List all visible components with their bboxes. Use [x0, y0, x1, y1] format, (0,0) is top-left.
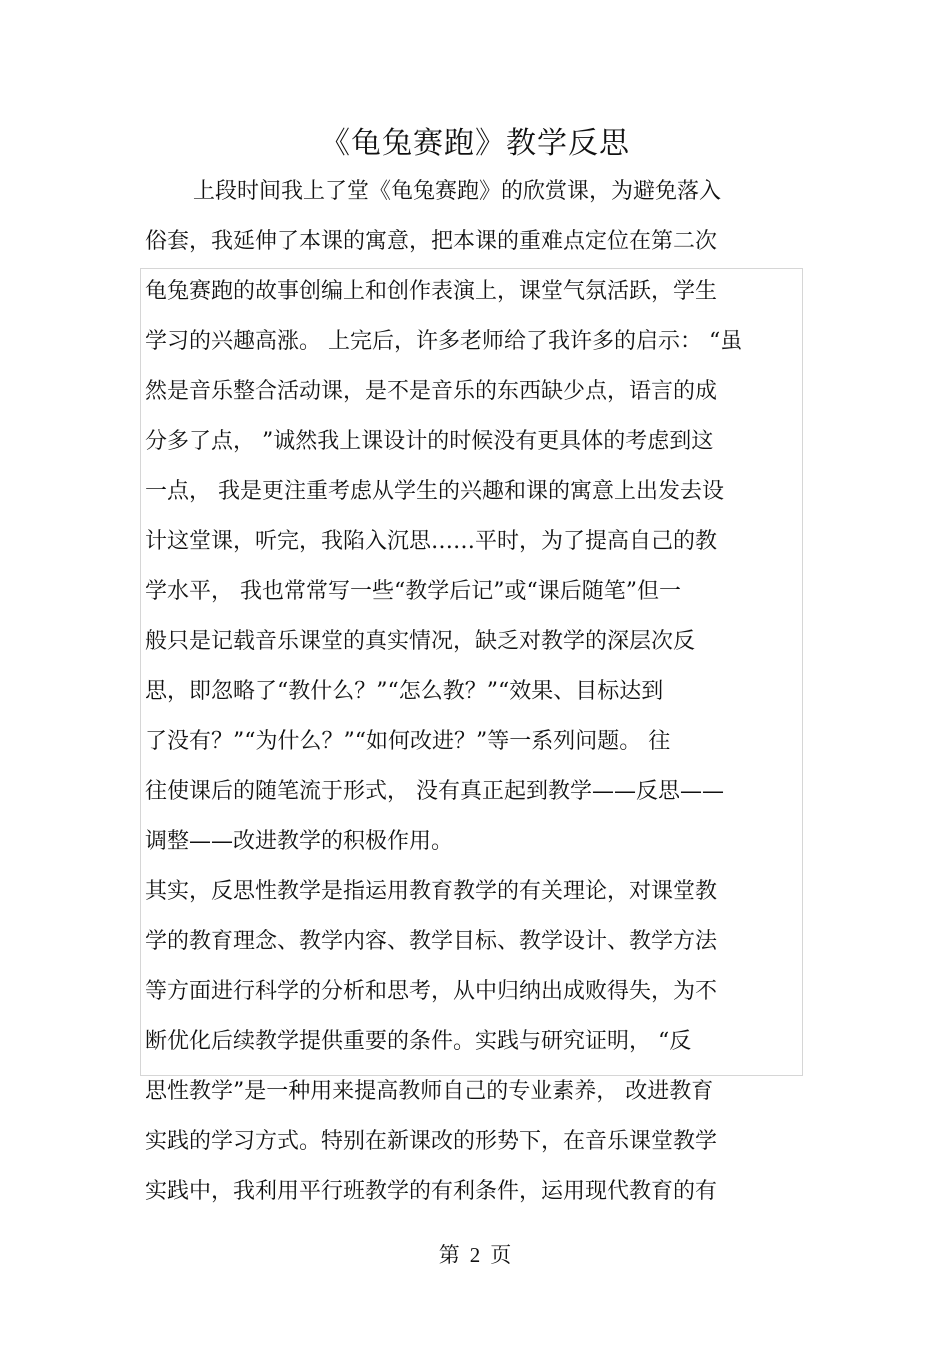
paragraph-line: 断优化后续教学提供重要的条件。实践与研究证明， “反	[145, 1029, 692, 1054]
paragraph-line: 般只是记载音乐课堂的真实情况，缺乏对教学的深层次反	[145, 629, 696, 654]
paragraph-line: 俗套，我延伸了本课的寓意，把本课的重难点定位在第二次	[145, 229, 718, 254]
footer-prefix: 第	[438, 1243, 460, 1267]
paragraph-line: 分多了点， ”诚然我上课设计的时候没有更具体的考虑到这	[145, 429, 714, 454]
paragraph-line: 计这堂课，听完，我陷入沉思……平时，为了提高自己的教	[145, 529, 718, 554]
paragraph-line: 然是音乐整合活动课，是不是音乐的东西缺少点，语言的成	[145, 379, 718, 404]
paragraph-line: 思，即忽略了“教什么？”“怎么教？”“效果、目标达到	[145, 679, 664, 704]
paragraph-line: 龟兔赛跑的故事创编上和创作表演上，课堂气氛活跃，学生	[145, 279, 718, 304]
paragraph-line: 等方面进行科学的分析和思考，从中归纳出成败得失，为不	[145, 979, 718, 1004]
paragraph-line: 实践中，我利用平行班教学的有利条件，运用现代教育的有	[145, 1179, 718, 1204]
paragraph-line: 学水平， 我也常常写一些“教学后记”或“课后随笔”但一	[145, 579, 681, 604]
document-title: 《龟兔赛跑》教学反思	[320, 126, 630, 161]
paragraph-line: 其实，反思性教学是指运用教育教学的有关理论，对课堂教	[145, 879, 718, 904]
paragraph-line: 了没有？”“为什么？”“如何改进？”等一系列问题。 往	[145, 729, 671, 754]
paragraph-line: 思性教学”是一种用来提高教师自己的专业素养， 改进教育	[145, 1079, 714, 1104]
paragraph-line: 学习的兴趣高涨。 上完后，许多老师给了我许多的启示： “虽	[145, 329, 743, 354]
page-number: 2	[469, 1243, 481, 1267]
paragraph-line: 往使课后的随笔流于形式， 没有真正起到教学——反思——	[145, 779, 724, 804]
page-footer	[0, 1240, 950, 1270]
paragraph-line: 调整——改进教学的积极作用。	[145, 829, 454, 854]
paragraph-line: 学的教育理念、教学内容、教学目标、教学设计、教学方法	[145, 929, 718, 954]
footer-suffix: 页	[490, 1243, 512, 1267]
paragraph-line: 上段时间我上了堂《龟兔赛跑》的欣赏课，为避免落入	[193, 179, 722, 204]
paragraph-line: 一点， 我是更注重考虑从学生的兴趣和课的寓意上出发去设	[145, 479, 724, 504]
paragraph-line: 实践的学习方式。特别在新课改的形势下，在音乐课堂教学	[145, 1129, 718, 1154]
